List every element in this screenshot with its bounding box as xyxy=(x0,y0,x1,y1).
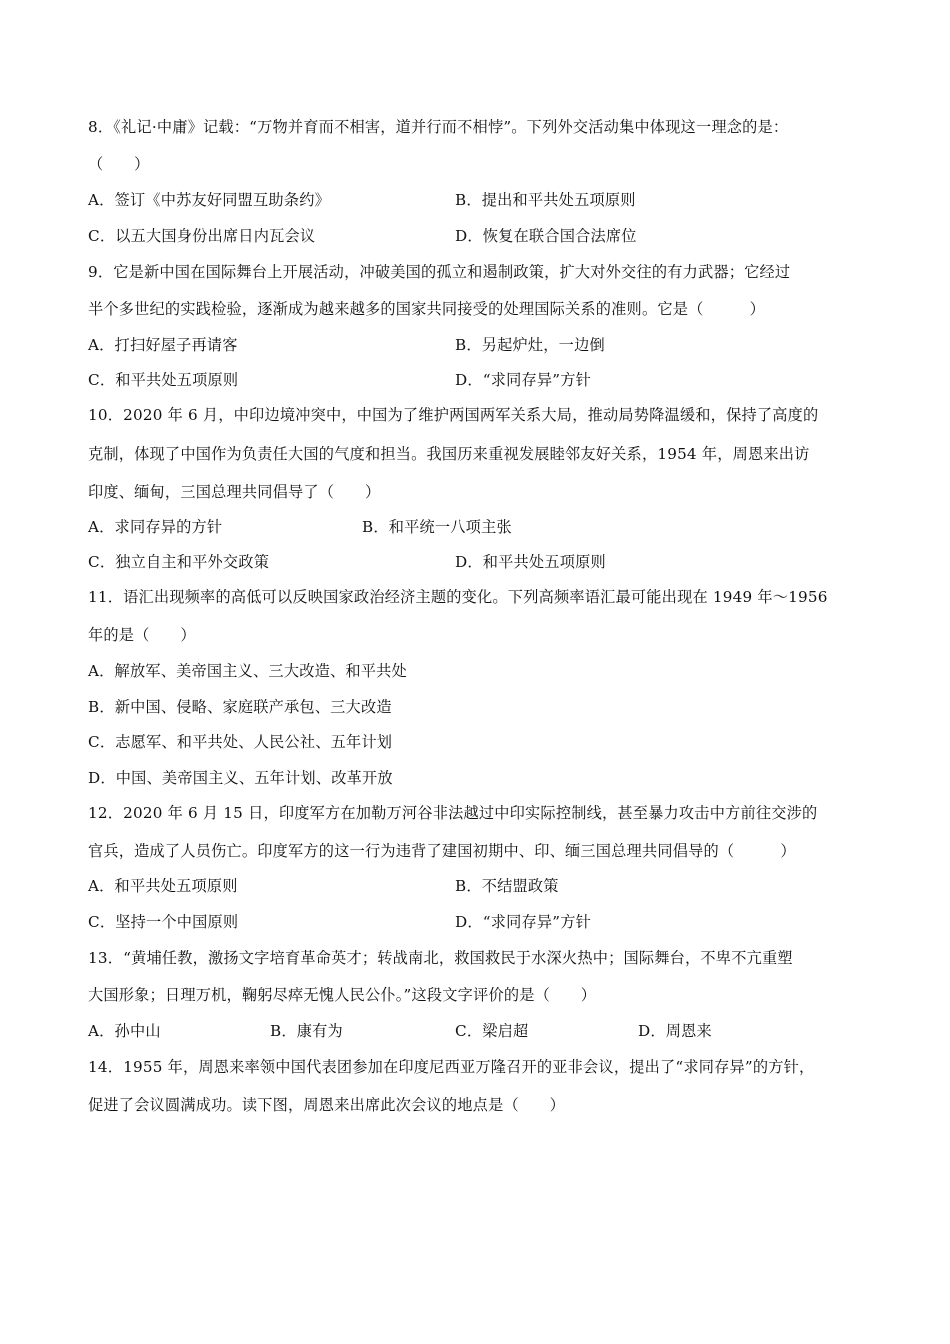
q8-option-c: C．以五大国身份出席日内瓦会议 xyxy=(88,227,316,245)
q9-option-a: A．打扫好屋子再请客 xyxy=(88,336,238,354)
q8-stem-line-1: 8．《礼记·中庸》记载：“万物并育而不相害，道并行而不相悖”。下列外交活动集中体现这一理念的是： xyxy=(88,118,789,136)
q13-option-d: D．周恩来 xyxy=(638,1022,712,1040)
q12-option-c: C．坚持一个中国原则 xyxy=(88,913,239,931)
q11-stem-line-1: 11．语汇出现频率的高低可以反映国家政治经济主题的变化。下列高频率语汇最可能出现在 1949 年～1956 xyxy=(88,588,828,606)
q9-stem-line-2: 半个多世纪的实践检验，逐渐成为越来越多的国家共同接受的处理国际关系的准则。它是（ ） xyxy=(88,300,766,318)
q10-stem-line-1: 10．2020 年 6 月，中印边境冲突中，中国为了维护两国两军关系大局，推动局势降温缓和，保持了高度的 xyxy=(88,406,819,424)
q13-option-a: A．孙中山 xyxy=(88,1022,161,1040)
q8-stem-line-2: （ ） xyxy=(88,155,150,173)
q12-stem-line-2: 官兵，造成了人员伤亡。印度军方的这一行为违背了建国初期中、印、缅三国总理共同倡导的（ ） xyxy=(88,842,796,860)
q13-stem-line-1: 13．“黄埔任教，激扬文字培育革命英才；转战南北，救国救民于水深火热中；国际舞台，不卑不亢重塑 xyxy=(88,949,793,967)
q10-option-c: C．独立自主和平外交政策 xyxy=(88,553,270,571)
q12-option-a: A．和平共处五项原则 xyxy=(88,877,238,895)
q11-option-a: A．解放军、美帝国主义、三大改造、和平共处 xyxy=(88,662,407,680)
q10-option-b: B．和平统一八项主张 xyxy=(362,518,512,536)
q14-stem-line-2: 促进了会议圆满成功。读下图，周恩来出席此次会议的地点是（ ） xyxy=(88,1096,566,1114)
q11-option-b: B．新中国、侵略、家庭联产承包、三大改造 xyxy=(88,698,392,716)
q13-option-c: C．梁启超 xyxy=(455,1022,529,1040)
q10-option-a: A．求同存异的方针 xyxy=(88,518,223,536)
q11-option-d: D．中国、美帝国主义、五年计划、改革开放 xyxy=(88,769,393,787)
q8-option-a: A．签订《中苏友好同盟互助条约》 xyxy=(88,191,330,209)
q8-option-b: B．提出和平共处五项原则 xyxy=(455,191,636,209)
q8-option-d: D．恢复在联合国合法席位 xyxy=(455,227,637,245)
q12-option-d: D．“求同存异”方针 xyxy=(455,913,592,931)
q11-stem-line-2: 年的是（ ） xyxy=(88,626,196,644)
q10-option-d: D．和平共处五项原则 xyxy=(455,553,606,571)
q13-option-b: B．康有为 xyxy=(270,1022,343,1040)
q14-stem-line-1: 14．1955 年，周恩来率领中国代表团参加在印度尼西亚万隆召开的亚非会议，提出了“求同存异”的方针， xyxy=(88,1058,815,1076)
q9-option-d: D．“求同存异”方针 xyxy=(455,371,592,389)
q12-option-b: B．不结盟政策 xyxy=(455,877,559,895)
q9-option-b: B．另起炉灶，一边倒 xyxy=(455,336,605,354)
q10-stem-line-3: 印度、缅甸，三国总理共同倡导了（ ） xyxy=(88,483,381,501)
q11-option-c: C．志愿军、和平共处、人民公社、五年计划 xyxy=(88,733,393,751)
q9-stem-line-1: 9．它是新中国在国际舞台上开展活动，冲破美国的孤立和遏制政策，扩大对外交往的有力武器；它经过 xyxy=(88,263,791,281)
q9-option-c: C．和平共处五项原则 xyxy=(88,371,239,389)
q10-stem-line-2: 克制，体现了中国作为负责任大国的气度和担当。我国历来重视发展睦邻友好关系，1954 年，周恩来出访 xyxy=(88,445,810,463)
q13-stem-line-2: 大国形象；日理万机，鞠躬尽瘁无愧人民公仆。”这段文字评价的是（ ） xyxy=(88,986,597,1004)
q12-stem-line-1: 12．2020 年 6 月 15 日，印度军方在加勒万河谷非法越过中印实际控制线，甚至暴力攻击中方前往交涉的 xyxy=(88,804,818,822)
